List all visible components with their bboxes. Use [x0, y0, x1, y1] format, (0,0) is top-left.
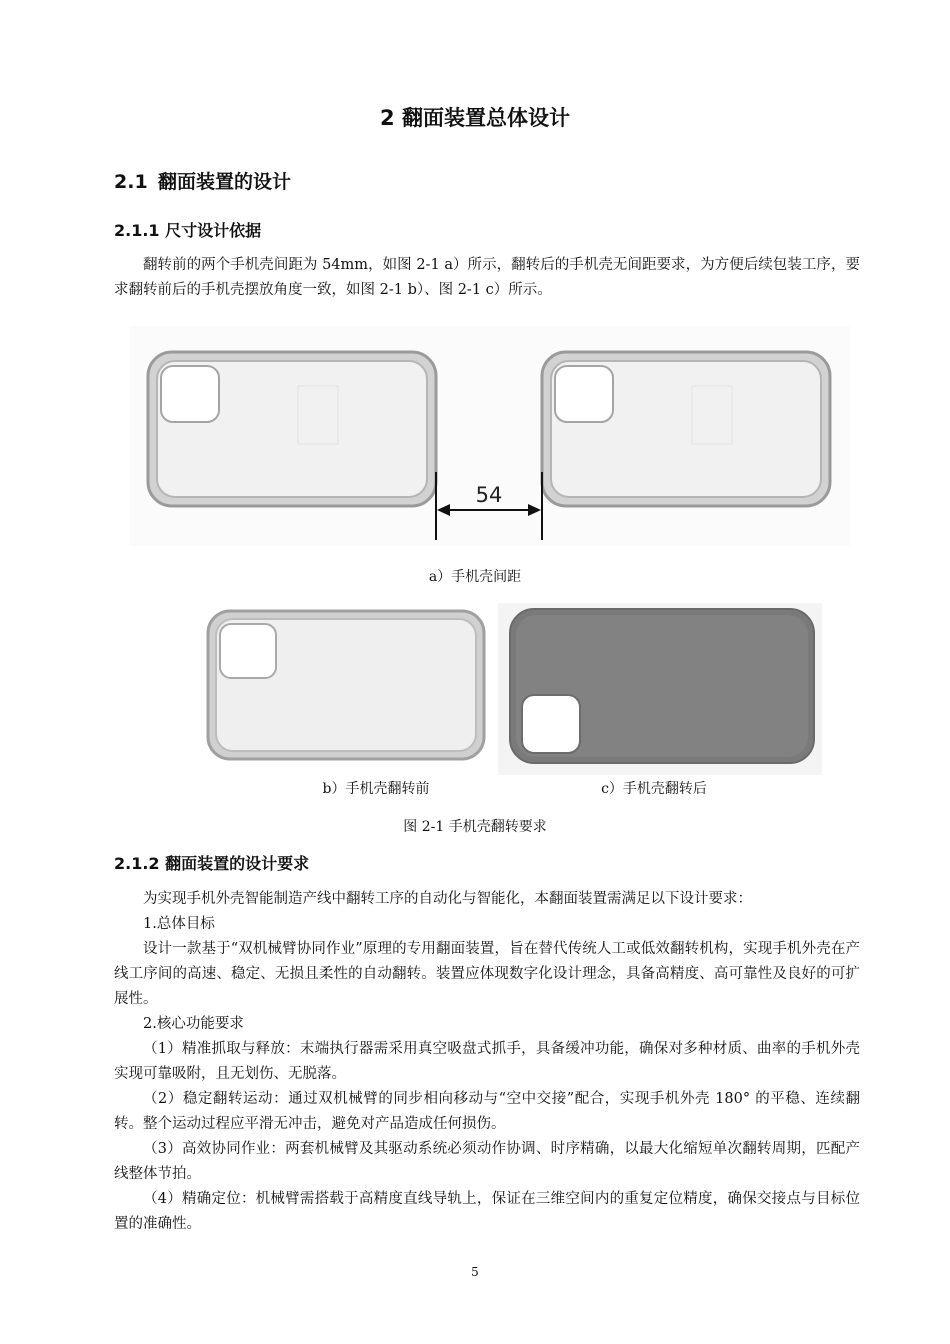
- item-overall-goal: 1.总体目标: [143, 916, 215, 932]
- page-number: 5: [471, 1265, 479, 1279]
- chapter-title: 2 翻面装置总体设计: [380, 106, 570, 130]
- requirement-3: （3）高效协同作业：两套机械臂及其驱动系统必须动作协调、时序精确，以最大化缩短单次翻转周期，匹配产线整体节拍。: [114, 1141, 860, 1182]
- section-number: 2.1: [114, 171, 148, 193]
- paragraph-intro: 为实现手机外壳智能制造产线中翻转工序的自动化与智能化，本翻面装置需满足以下设计要求：: [143, 891, 752, 907]
- figure-caption: 图 2-1 手机壳翻转要求: [403, 819, 547, 835]
- item-core-functions: 2.核心功能要求: [143, 1016, 244, 1032]
- caption-a: a）手机壳间距: [428, 569, 522, 585]
- section-title: 翻面装置的设计: [158, 171, 292, 193]
- section-heading: [114, 167, 291, 194]
- requirement-4: （4）精确定位：机械臂需搭载于高精度直线导轨上，保证在三维空间内的重复定位精度，确保交接点与目标位置的准确性。: [114, 1191, 860, 1232]
- subsection-heading-1: 2.1.1 尺寸设计依据: [114, 221, 262, 240]
- paragraph-dimension-basis: 翻转前的两个手机壳间距为 54mm，如图 2-1 a）所示，翻转后的手机壳无间距要求，为方便后续包装工序，要求翻转前后的手机壳摆放角度一致，如图 2-1 b）、图 2-1 c）所示。: [114, 257, 860, 298]
- phone-case-left: [148, 352, 436, 506]
- figure-b-case-before-flip: [206, 607, 488, 763]
- phone-case-right: [542, 352, 830, 506]
- caption-b: b）手机壳翻转前: [322, 781, 430, 797]
- requirement-2: （2）稳定翻转运动：通过双机械臂的同步相向移动与“空中交接”配合，实现手机外壳 180° 的平稳、连续翻转。整个运动过程应平滑无冲击，避免对产品造成任何损伤。: [114, 1091, 860, 1132]
- subsection-heading-2: 2.1.2 翻面装置的设计要求: [114, 854, 310, 873]
- figure-c-case-after-flip: [498, 603, 822, 775]
- paragraph-overall-goal: 设计一款基于“双机械臂协同作业”原理的专用翻面装置，旨在替代传统人工或低效翻转机构，实现手机外壳在产线工序间的高速、稳定、无损且柔性的自动翻转。装置应体现数字化设计理念，具备高精度、高可靠性及良好的可扩展性。: [114, 941, 860, 1007]
- figure-a-case-spacing: [130, 326, 850, 546]
- requirement-1: （1）精准抓取与释放：末端执行器需采用真空吸盘式抓手，具备缓冲功能，确保对多种材质、曲率的手机外壳实现可靠吸附，且无划伤、无脱落。: [114, 1041, 860, 1082]
- caption-c: c）手机壳翻转后: [601, 781, 707, 797]
- dimension-label: 54: [475, 483, 503, 507]
